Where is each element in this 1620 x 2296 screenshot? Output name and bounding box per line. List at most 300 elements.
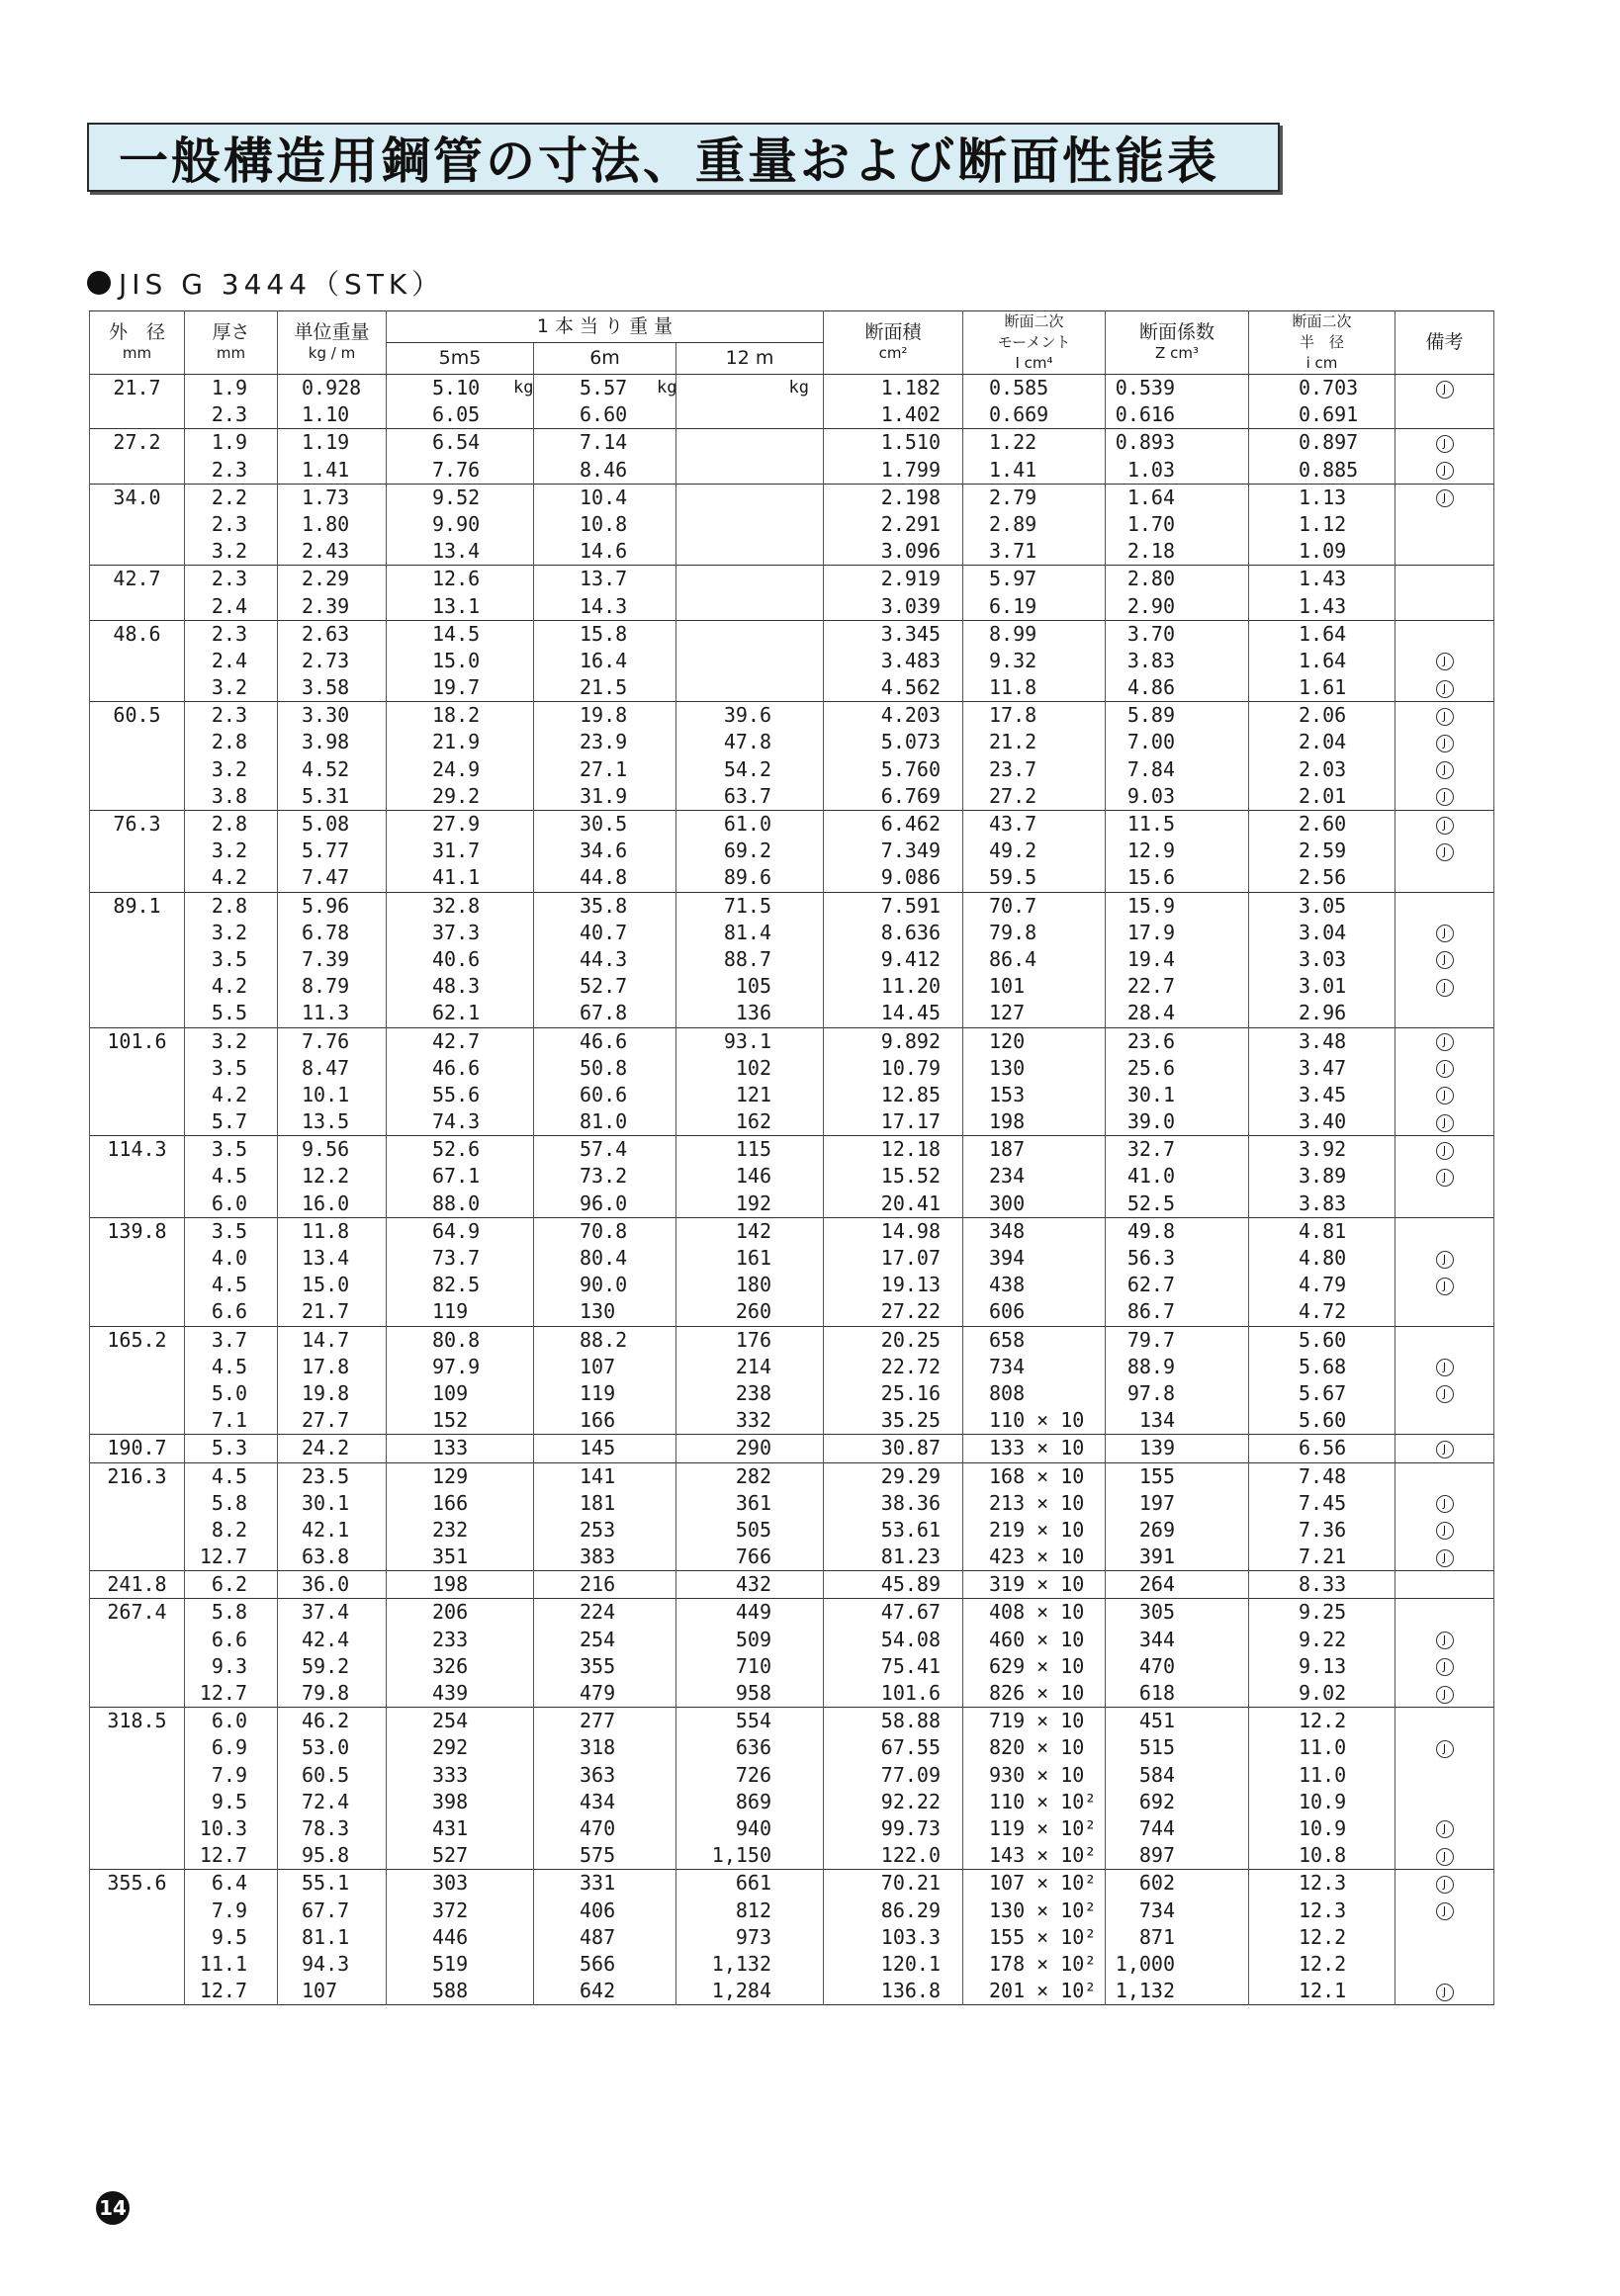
section-modulus-value <box>1106 1734 1248 1761</box>
weight-6m-value <box>534 674 675 701</box>
thickness-text: 6.0 <box>211 1709 247 1733</box>
unit-weight-value <box>278 485 386 511</box>
thickness-text: 3.5 <box>211 1055 247 1080</box>
weight-6m-value <box>534 1627 675 1653</box>
cell-outer-diameter <box>90 1136 185 1218</box>
unit-weight-value <box>278 1191 386 1217</box>
weight-5m5-text: 21.9 <box>432 730 481 754</box>
thickness-text: 3.2 <box>211 675 247 700</box>
moment-of-inertia-text: 23.7 <box>989 756 1037 781</box>
header-notes: 備考 <box>1395 311 1494 375</box>
cell-weight-6m <box>534 1027 676 1136</box>
moment-of-inertia-value <box>963 1627 1105 1653</box>
table-row <box>90 484 1494 566</box>
note-cell <box>1395 1708 1493 1734</box>
note-cell <box>1395 1762 1493 1789</box>
weight-12m-value <box>676 811 823 838</box>
weight-6m-text: 479 <box>580 1681 616 1705</box>
weight-6m-value <box>534 1000 675 1026</box>
unit-weight-text: 79.8 <box>302 1681 350 1705</box>
section-modulus-value <box>1106 648 1248 674</box>
cell-notes <box>1395 1462 1494 1571</box>
radius-of-gyration-text: 1.43 <box>1299 567 1347 591</box>
cell-notes <box>1395 702 1494 811</box>
jis-mark-icon: J <box>1436 680 1454 698</box>
radius-of-gyration-text: 4.79 <box>1299 1273 1347 1297</box>
weight-12m-value <box>676 375 823 401</box>
weight-5m5-value <box>387 1380 533 1407</box>
weight-5m5-value <box>387 1571 533 1598</box>
radius-of-gyration-text: 9.25 <box>1299 1600 1347 1625</box>
unit-weight-value <box>278 1028 386 1055</box>
weight-5m5-value <box>387 1327 533 1354</box>
unit-weight-value <box>278 1571 386 1598</box>
unit-weight-value <box>278 1136 386 1163</box>
section-modulus-text: 618 <box>1138 1681 1176 1705</box>
area-text: 70.21 <box>880 1871 942 1896</box>
thickness-value <box>185 702 277 729</box>
area-text: 103.3 <box>880 1924 942 1949</box>
radius-of-gyration-value <box>1249 1490 1395 1517</box>
jis-mark-icon: J <box>1436 1359 1454 1376</box>
unit-weight-text: 11.8 <box>302 1218 350 1243</box>
thickness-text: 2.8 <box>211 893 247 918</box>
weight-6m-value <box>534 1762 675 1789</box>
radius-of-gyration-value <box>1249 1108 1395 1135</box>
moment-of-inertia-text: 201 × 10² <box>989 1979 1097 2003</box>
note-cell <box>1395 375 1493 401</box>
moment-of-inertia-text: 820 × 10 <box>989 1735 1085 1760</box>
section-modulus-text: 88.9 <box>1126 1354 1176 1378</box>
weight-5m5-text: 13.4 <box>432 539 481 564</box>
jis-mark-icon: J <box>1436 653 1454 670</box>
table-row-group <box>90 566 1494 620</box>
weight-6m-value <box>534 1898 675 1924</box>
weight-5m5-value <box>387 1163 533 1190</box>
radius-of-gyration-text: 2.56 <box>1299 865 1347 890</box>
moment-of-inertia-text: 8.99 <box>989 621 1037 646</box>
radius-of-gyration-text: 1.43 <box>1299 593 1347 618</box>
section-modulus-value <box>1106 1627 1248 1653</box>
weight-12m-value <box>676 783 823 810</box>
cell-section-modulus <box>1106 702 1249 811</box>
jis-mark-icon: J <box>1436 1902 1454 1920</box>
thickness-text: 3.2 <box>211 920 247 944</box>
weight-5m5-value <box>387 1762 533 1789</box>
area-value <box>824 1490 962 1517</box>
thickness-text: 2.2 <box>211 485 247 509</box>
unit-weight-text: 13.4 <box>302 1246 350 1270</box>
radius-of-gyration-text: 12.2 <box>1299 1709 1347 1733</box>
section-modulus-value <box>1106 1708 1248 1734</box>
cell-weight-6m <box>534 1435 676 1462</box>
radius-of-gyration-value <box>1249 1924 1395 1951</box>
weight-6m-value <box>534 401 675 428</box>
section-modulus-text: 897 <box>1138 1843 1176 1868</box>
weight-6m-value <box>534 1789 675 1815</box>
radius-of-gyration-text: 3.01 <box>1299 974 1347 999</box>
unit-weight-value <box>278 1380 386 1407</box>
weight-6m-value <box>534 1082 675 1108</box>
weight-5m5-value <box>387 811 533 838</box>
section-modulus-text: 692 <box>1138 1789 1176 1813</box>
weight-5m5-value <box>387 1245 533 1272</box>
section-modulus-value <box>1106 702 1248 729</box>
section-modulus-text: 11.5 <box>1126 812 1176 836</box>
moment-of-inertia-value <box>963 756 1105 783</box>
table-row <box>90 1326 1494 1435</box>
thickness-text: 1.9 <box>211 430 247 455</box>
moment-of-inertia-value <box>963 1000 1105 1026</box>
cell-weight-12m <box>676 1708 824 1870</box>
weight-12m-value <box>676 1082 823 1108</box>
weight-12m-text: 93.1 <box>723 1028 772 1053</box>
area-text: 27.22 <box>880 1299 942 1324</box>
note-cell <box>1395 729 1493 755</box>
weight-12m-text: 973 <box>735 1924 772 1949</box>
section-modulus-value <box>1106 375 1248 401</box>
weight-6m-text: 470 <box>580 1815 616 1840</box>
unit-weight-value <box>278 1218 386 1245</box>
weight-5m5-value <box>387 1898 533 1924</box>
section-modulus-text: 197 <box>1138 1490 1176 1515</box>
weight-6m-value <box>534 1815 675 1842</box>
cell-notes <box>1395 484 1494 566</box>
weight-12m-value <box>676 1272 823 1298</box>
note-cell <box>1395 756 1493 783</box>
cell-weight-12m <box>676 702 824 811</box>
weight-5m5-text: 32.8 <box>432 893 481 918</box>
header-moment-of-inertia: 断面二次 モーメント I cm⁴ <box>963 311 1106 375</box>
moment-of-inertia-text: 59.5 <box>989 865 1037 890</box>
thickness-value <box>185 1924 277 1951</box>
weight-12m-text: 812 <box>735 1898 772 1922</box>
cell-thickness <box>185 702 278 811</box>
section-modulus-text: 264 <box>1138 1572 1176 1597</box>
area-text: 4.203 <box>880 703 942 728</box>
cell-weight-12m <box>676 1435 824 1462</box>
area-text: 20.41 <box>880 1191 942 1215</box>
weight-12m-value <box>676 1055 823 1082</box>
weight-5m5-value <box>387 1517 533 1544</box>
moment-of-inertia-value <box>963 511 1105 538</box>
thickness-text: 2.3 <box>211 511 247 536</box>
radius-of-gyration-value <box>1249 1815 1395 1842</box>
thickness-value <box>185 1517 277 1544</box>
thickness-text: 2.3 <box>211 703 247 728</box>
cell-area <box>824 1435 963 1462</box>
weight-12m-value <box>676 1191 823 1217</box>
note-cell <box>1395 1842 1493 1869</box>
cell-weight-6m <box>534 1136 676 1218</box>
weight-12m-text: 636 <box>735 1735 772 1760</box>
weight-12m-text: 89.6 <box>723 865 772 890</box>
radius-of-gyration-text: 5.60 <box>1299 1408 1347 1433</box>
section-modulus-text: 22.7 <box>1126 974 1176 999</box>
weight-5m5-value <box>387 401 533 428</box>
section-modulus-value <box>1106 538 1248 565</box>
cell-section-modulus <box>1106 1435 1249 1462</box>
thickness-value <box>185 1815 277 1842</box>
weight-6m-text: 107 <box>580 1354 616 1378</box>
cell-weight-12m <box>676 484 824 566</box>
cell-weight-6m <box>534 1462 676 1571</box>
thickness-text: 12.7 <box>199 1843 247 1868</box>
weight-6m-text: 254 <box>580 1627 616 1651</box>
weight-5m5-text: 166 <box>432 1490 469 1515</box>
table-row-group <box>90 620 1494 702</box>
weight-6m-value <box>534 1108 675 1135</box>
weight-5m5-text: 5.10 <box>432 376 481 399</box>
moment-of-inertia-value <box>963 1354 1105 1380</box>
weight-12m-text: 214 <box>735 1354 772 1378</box>
moment-of-inertia-text: 49.2 <box>989 839 1037 863</box>
section-modulus-value <box>1106 1924 1248 1951</box>
outer-diameter-value: 89.1 <box>113 893 161 918</box>
moment-of-inertia-value <box>963 375 1105 401</box>
cell-section-modulus <box>1106 1326 1249 1435</box>
weight-6m-text: 363 <box>580 1762 616 1787</box>
weight-6m-text: 141 <box>580 1463 616 1488</box>
moment-of-inertia-value <box>963 485 1105 511</box>
moment-of-inertia-text: 6.19 <box>989 593 1037 618</box>
cell-thickness <box>185 1027 278 1136</box>
moment-of-inertia-text: 348 <box>989 1218 1026 1243</box>
unit-weight-text: 2.29 <box>302 567 350 591</box>
thickness-value <box>185 1163 277 1190</box>
weight-6m-value <box>534 1653 675 1680</box>
weight-5m5-value <box>387 1734 533 1761</box>
weight-5m5-value <box>387 702 533 729</box>
note-cell <box>1395 1978 1493 2004</box>
weight-12m-text: 146 <box>735 1164 772 1189</box>
section-modulus-text: 15.6 <box>1126 865 1176 890</box>
outer-diameter-value: 318.5 <box>107 1709 167 1733</box>
note-cell <box>1395 1435 1493 1461</box>
weight-6m-text: 406 <box>580 1898 616 1922</box>
note-cell <box>1395 1571 1493 1598</box>
unit-weight-text: 14.7 <box>302 1327 350 1352</box>
weight-12m-value <box>676 593 823 620</box>
note-cell <box>1395 1298 1493 1325</box>
table-row <box>90 811 1494 893</box>
cell-unit-weight <box>278 1217 387 1326</box>
weight-6m-value <box>534 946 675 973</box>
thickness-value <box>185 1708 277 1734</box>
moment-of-inertia-value <box>963 1978 1105 2004</box>
moment-of-inertia-text: 0.669 <box>989 402 1049 427</box>
cell-weight-6m <box>534 811 676 893</box>
moment-of-inertia-value <box>963 1544 1105 1570</box>
cell-unit-weight <box>278 1599 387 1708</box>
weight-5m5-text: 88.0 <box>432 1191 481 1215</box>
weight-6m-value <box>534 1136 675 1163</box>
unit-weight-value <box>278 1842 386 1869</box>
area-text: 2.198 <box>880 485 942 509</box>
unit-kg-label: kg <box>788 378 810 397</box>
thickness-value <box>185 1136 277 1163</box>
outer-diameter-value: 267.4 <box>107 1600 167 1625</box>
unit-weight-value <box>278 1463 386 1490</box>
section-modulus-value <box>1106 1653 1248 1680</box>
radius-of-gyration-value <box>1249 702 1395 729</box>
cell-area <box>824 1027 963 1136</box>
weight-5m5-value <box>387 621 533 648</box>
thickness-text: 4.5 <box>211 1463 247 1488</box>
section-modulus-text: 2.90 <box>1126 593 1176 618</box>
note-cell <box>1395 593 1493 620</box>
area-text: 3.345 <box>880 621 942 646</box>
weight-5m5-value <box>387 838 533 864</box>
cell-weight-5m5 <box>387 1870 534 2005</box>
cell-area <box>824 1217 963 1326</box>
weight-12m-value <box>676 1870 823 1897</box>
weight-6m-text: 88.2 <box>580 1327 628 1352</box>
radius-of-gyration-text: 9.22 <box>1299 1627 1347 1651</box>
area-value <box>824 920 962 946</box>
cell-radius-of-gyration <box>1249 702 1395 811</box>
weight-12m-value <box>676 1653 823 1680</box>
weight-6m-text: 566 <box>580 1951 616 1976</box>
unit-weight-text: 8.79 <box>302 974 350 999</box>
weight-6m-text: 14.6 <box>580 539 628 564</box>
weight-5m5-text: 29.2 <box>432 783 481 808</box>
radius-of-gyration-value <box>1249 893 1395 920</box>
radius-of-gyration-value <box>1249 1734 1395 1761</box>
cell-moment-of-inertia <box>963 1326 1106 1435</box>
note-cell <box>1395 457 1493 484</box>
weight-12m-value <box>676 1028 823 1055</box>
area-text: 15.52 <box>880 1164 942 1189</box>
note-cell <box>1395 702 1493 729</box>
cell-outer-diameter <box>90 811 185 893</box>
radius-of-gyration-text: 1.12 <box>1299 511 1347 536</box>
unit-weight-text: 7.39 <box>302 946 350 971</box>
pipe-spec-table <box>89 310 1494 2005</box>
unit-weight-value <box>278 1298 386 1325</box>
unit-weight-text: 11.3 <box>302 1001 350 1025</box>
weight-6m-value <box>534 1734 675 1761</box>
weight-5m5-value <box>387 973 533 1000</box>
header-unit-weight: 単位重量 kg / m <box>278 311 387 375</box>
weight-6m-value <box>534 511 675 538</box>
weight-12m-text: 1,150 <box>711 1843 772 1868</box>
section-modulus-value <box>1106 1055 1248 1082</box>
area-text: 6.462 <box>880 812 942 836</box>
section-modulus-value <box>1106 864 1248 891</box>
radius-of-gyration-value <box>1249 1762 1395 1789</box>
moment-of-inertia-value <box>963 566 1105 592</box>
note-cell <box>1395 1734 1493 1761</box>
note-cell <box>1395 1653 1493 1680</box>
section-modulus-value <box>1106 946 1248 973</box>
cell-unit-weight <box>278 1870 387 2005</box>
unit-weight-text: 42.1 <box>302 1517 350 1542</box>
weight-5m5-text: 40.6 <box>432 946 481 971</box>
note-cell <box>1395 1082 1493 1108</box>
moment-of-inertia-text: 11.8 <box>989 675 1037 700</box>
cell-weight-5m5 <box>387 566 534 620</box>
cell-outer-diameter <box>90 1027 185 1136</box>
unit-weight-value <box>278 783 386 810</box>
thickness-value <box>185 1571 277 1598</box>
jis-mark-icon: J <box>1436 1495 1454 1513</box>
radius-of-gyration-value <box>1249 1163 1395 1190</box>
cell-weight-5m5 <box>387 1326 534 1435</box>
weight-6m-value <box>534 1298 675 1325</box>
weight-12m-text: 710 <box>735 1653 772 1678</box>
weight-12m-value <box>676 1136 823 1163</box>
cell-section-modulus <box>1106 1599 1249 1708</box>
section-modulus-value <box>1106 593 1248 620</box>
weight-5m5-text: 67.1 <box>432 1164 481 1189</box>
cell-radius-of-gyration <box>1249 1870 1395 2005</box>
weight-12m-value <box>676 1435 823 1461</box>
header-area: 断面積 cm² <box>824 311 963 375</box>
moment-of-inertia-value <box>963 1815 1105 1842</box>
moment-of-inertia-text: 86.4 <box>989 946 1037 971</box>
weight-5m5-text: 109 <box>432 1380 469 1405</box>
moment-of-inertia-text: 178 × 10² <box>989 1951 1097 1976</box>
thickness-text: 3.2 <box>211 756 247 781</box>
unit-weight-text: 0.928 <box>302 376 362 399</box>
area-text: 14.98 <box>880 1218 942 1243</box>
weight-5m5-text: 31.7 <box>432 839 481 863</box>
area-text: 19.13 <box>880 1273 942 1297</box>
jis-mark-icon: J <box>1436 1658 1454 1676</box>
weight-12m-value <box>676 566 823 592</box>
thickness-value <box>185 566 277 592</box>
cell-weight-5m5 <box>387 1462 534 1571</box>
area-text: 20.25 <box>880 1327 942 1352</box>
weight-6m-value <box>534 1218 675 1245</box>
cell-unit-weight <box>278 1326 387 1435</box>
cell-thickness <box>185 1136 278 1218</box>
cell-radius-of-gyration <box>1249 484 1395 566</box>
area-text: 86.29 <box>880 1898 942 1922</box>
weight-12m-value <box>676 1000 823 1026</box>
area-value <box>824 893 962 920</box>
weight-5m5-value <box>387 729 533 755</box>
area-value <box>824 1435 962 1461</box>
area-text: 1.510 <box>880 430 942 455</box>
weight-5m5-text: 152 <box>432 1408 469 1433</box>
weight-12m-value <box>676 1354 823 1380</box>
weight-6m-value <box>534 538 675 565</box>
note-cell <box>1395 1599 1493 1626</box>
moment-of-inertia-text: 734 <box>989 1354 1026 1378</box>
weight-5m5-value <box>387 1490 533 1517</box>
weight-5m5-text: 73.7 <box>432 1246 481 1270</box>
moment-of-inertia-value <box>963 1842 1105 1869</box>
thickness-value <box>185 375 277 401</box>
weight-5m5-text: 24.9 <box>432 756 481 781</box>
moment-of-inertia-value <box>963 1191 1105 1217</box>
area-text: 77.09 <box>880 1762 942 1787</box>
weight-12m-text: 161 <box>735 1246 772 1270</box>
section-modulus-value <box>1106 1327 1248 1354</box>
unit-weight-value <box>278 1327 386 1354</box>
weight-5m5-text: 15.0 <box>432 648 481 672</box>
weight-12m-value <box>676 429 823 456</box>
area-text: 25.16 <box>880 1380 942 1405</box>
unit-weight-value <box>278 1517 386 1544</box>
moment-of-inertia-text: 2.89 <box>989 511 1037 536</box>
header-length-12m: 12 m <box>676 343 824 375</box>
section-modulus-text: 744 <box>1138 1815 1176 1840</box>
cell-unit-weight <box>278 429 387 484</box>
radius-of-gyration-text: 4.72 <box>1299 1299 1347 1324</box>
